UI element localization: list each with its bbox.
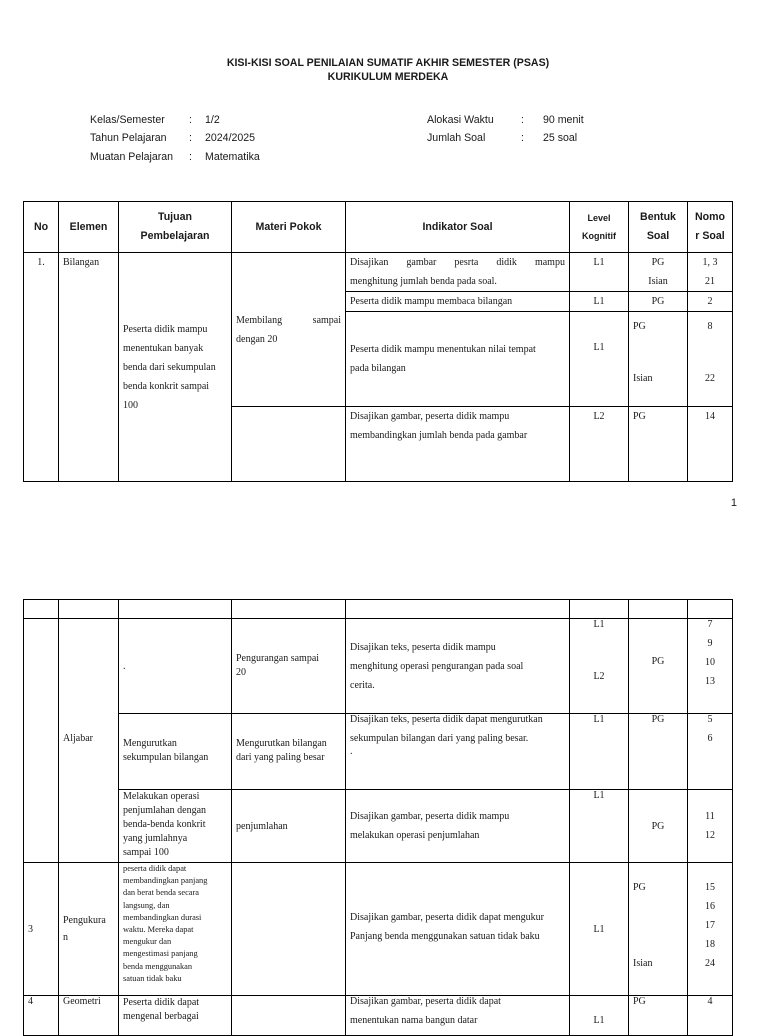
header-line: r Soal — [695, 230, 725, 242]
cell-elemen — [59, 996, 119, 1036]
text-line: Melakukan operasi — [123, 791, 200, 802]
cell-no — [24, 619, 59, 863]
document-subtitle: KURIKULUM MERDEKA — [327, 71, 449, 83]
cell-indikator: Peserta didik mampu membaca bilangan — [346, 292, 570, 312]
cell-materi — [232, 619, 346, 714]
cell-level — [570, 996, 629, 1036]
table-row — [24, 863, 733, 996]
text-line: 18 — [705, 939, 715, 950]
text-line: L2 — [593, 671, 605, 682]
text-line: waktu. Mereka dapat — [123, 925, 194, 935]
cell-materi: penjumlahan — [232, 790, 346, 863]
text-line: benda-benda konkrit — [123, 819, 206, 830]
text-line: 13 — [705, 676, 715, 687]
cell-indikator — [346, 714, 570, 790]
info-label: Kelas/Semester — [90, 114, 165, 126]
cell-indikator — [346, 312, 570, 407]
info-label: Muatan Pelajaran — [90, 151, 174, 163]
cell-tujuan — [119, 996, 232, 1036]
text-line: membandingkan durasi — [123, 912, 202, 922]
cell-indikator — [346, 996, 570, 1036]
text-line: Disajikan gambar, peserta didik mampu — [350, 411, 510, 422]
col-header-bentuk — [629, 202, 688, 253]
col-header-nomor — [688, 202, 733, 253]
cell-elemen: Bilangan — [59, 253, 119, 482]
text-line: Disajikan teks, peserta didik dapat mengurutkan — [350, 714, 543, 725]
cell-bentuk — [629, 253, 688, 292]
text-line: sampai 100 — [123, 847, 169, 858]
table-row — [24, 714, 733, 790]
info-label: Alokasi Waktu — [427, 114, 494, 126]
text-line: PG — [651, 714, 665, 725]
text-line: 6 — [707, 733, 713, 744]
text-line: dari yang paling besar — [236, 752, 325, 763]
text-line: 24 — [705, 958, 715, 969]
cell-indikator — [346, 619, 570, 714]
cell-nomor — [688, 253, 733, 292]
text-line: membandingkan panjang — [123, 876, 208, 886]
cell-nomor: 2 — [688, 292, 733, 312]
text-line: Isian — [633, 958, 653, 969]
text-line: dan berat benda secara — [123, 888, 200, 898]
text-line: L1 — [593, 1015, 605, 1026]
header-line: Bentuk — [640, 211, 676, 223]
table-row — [24, 253, 733, 292]
cell-bentuk — [629, 619, 688, 714]
text-word: gambar — [406, 257, 437, 268]
text-line: pada bilangan — [350, 363, 406, 374]
cell-level — [570, 312, 629, 407]
text-line: menentukan banyak — [123, 342, 204, 354]
cell-materi — [232, 253, 346, 407]
text-line: Isian — [633, 373, 653, 384]
document-title: KISI-KISI SOAL PENILAIAN SUMATIF AKHIR SEMESTER (PSAS) — [226, 57, 550, 69]
cell-empty — [346, 600, 570, 619]
text-line: PG — [651, 655, 665, 667]
text-word: pesrta — [454, 257, 479, 268]
kisi-kisi-table-page2 — [23, 599, 733, 1036]
text-line: PG — [633, 321, 646, 332]
cell-empty — [24, 600, 59, 619]
text-line: mengenal berbagai — [123, 1011, 199, 1022]
text-line: 20 — [236, 667, 246, 678]
header-line: Soal — [646, 230, 670, 242]
text-line: PG — [651, 257, 665, 268]
cell-level — [570, 714, 629, 790]
cell-level — [570, 619, 629, 714]
text-line: 22 — [705, 373, 715, 384]
text-line: Pengukura — [63, 915, 106, 926]
cell-bentuk: PG — [629, 790, 688, 863]
cell-tujuan: . — [119, 619, 232, 714]
col-header-elemen: Elemen — [59, 202, 119, 253]
info-value: 2024/2025 — [205, 132, 256, 144]
text-line: Disajikan teks, peserta didik mampu — [350, 641, 496, 653]
cell-empty — [629, 600, 688, 619]
cell-no: 3 — [24, 863, 59, 996]
cell-empty — [119, 600, 232, 619]
cell-materi — [232, 714, 346, 790]
cell-tujuan — [119, 253, 232, 482]
info-colon: : — [189, 114, 192, 126]
text-line: Isian — [648, 276, 668, 287]
cell-bentuk: PG — [629, 407, 688, 482]
cell-nomor: 14 — [688, 407, 733, 482]
cell-bentuk — [629, 714, 688, 790]
text-line: yang jumlahnya — [123, 833, 188, 844]
text-word: Disajikan — [350, 257, 389, 268]
text-line: 15 — [705, 882, 715, 893]
cell-level: L2 — [570, 407, 629, 482]
text-line: melakukan operasi penjumlahan — [350, 830, 480, 841]
text-line: Disajikan gambar, peserta didik mampu — [350, 811, 510, 822]
text-line: 7 — [707, 619, 713, 630]
cell-tujuan — [119, 863, 232, 996]
cell-elemen — [59, 619, 119, 863]
text-line: 10 — [705, 657, 715, 668]
cell-nomor — [688, 790, 733, 863]
header-line: Pembelajaran — [140, 230, 210, 242]
info-colon: : — [189, 151, 192, 163]
text-word: sampai — [312, 314, 341, 326]
cell-bentuk: PG — [629, 292, 688, 312]
table-row — [24, 619, 733, 714]
cell-level: L1 — [570, 253, 629, 292]
col-header-indikator: Indikator Soal — [346, 202, 570, 253]
text-line: benda menggunakan — [123, 961, 193, 971]
cell-nomor — [688, 312, 733, 407]
cell-bentuk — [629, 312, 688, 407]
text-line: sekumpulan bilangan dari yang paling besar. — [350, 733, 529, 744]
text-line: Peserta didik mampu — [123, 323, 208, 335]
text-line: L1 — [593, 714, 605, 725]
text-line: Peserta didik mampu menentukan nilai tempat — [350, 344, 536, 355]
table-row — [24, 996, 733, 1036]
kisi-kisi-table-page1 — [23, 201, 733, 482]
text-line: 9 — [707, 638, 713, 649]
text-line: peserta didik dapat — [123, 864, 187, 873]
text-line — [236, 311, 341, 330]
text-line: penjumlahan dengan — [123, 805, 207, 816]
info-value: 25 soal — [543, 132, 578, 144]
text-line: langsung, dan — [123, 900, 170, 910]
text-line: . — [350, 746, 353, 757]
text-line: L1 — [593, 619, 605, 630]
cell-indikator — [346, 863, 570, 996]
text-line: menghitung jumlah benda pada soal. — [350, 276, 497, 287]
header-line: Nomo — [694, 211, 725, 223]
cell-no: 1. — [24, 253, 59, 482]
header-line: Kognitif — [582, 231, 616, 241]
page-number: 1 — [730, 497, 737, 509]
info-colon: : — [521, 132, 524, 144]
text-line: 8 — [707, 321, 713, 332]
cell-indikator — [346, 407, 570, 482]
info-value: 1/2 — [205, 114, 220, 126]
col-header-level — [570, 202, 629, 253]
text-line: Geometri — [63, 996, 101, 1007]
text-line: Disajikan gambar, peserta didik dapat — [350, 996, 501, 1007]
cell-empty — [232, 600, 346, 619]
cell-bentuk — [629, 863, 688, 996]
text-line: benda dari sekumpulan — [123, 361, 216, 373]
cell-level: L1 — [570, 863, 629, 996]
text-line: 4 — [28, 996, 33, 1007]
text-line: L1 — [593, 790, 605, 801]
text-line: mengukur dan — [123, 937, 172, 947]
cell-elemen — [59, 863, 119, 996]
text-line: menghitung operasi pengurangan pada soal — [350, 660, 524, 672]
col-header-materi: Materi Pokok — [232, 202, 346, 253]
info-label: Tahun Pelajaran — [90, 132, 167, 144]
info-label: Jumlah Soal — [427, 132, 486, 144]
cell-level — [570, 790, 629, 863]
text-line: 11 — [705, 811, 715, 822]
cell-materi-empty — [232, 407, 346, 482]
text-line — [350, 253, 565, 272]
text-line: mengestimasi panjang — [123, 949, 198, 959]
text-line: Peserta didik dapat — [123, 997, 200, 1008]
text-line: Mengurutkan bilangan — [236, 738, 327, 749]
text-line: sekumpulan bilangan — [123, 752, 209, 763]
cell-level: L1 — [570, 292, 629, 312]
text-line: 12 — [705, 830, 715, 841]
info-value: 90 menit — [543, 114, 584, 126]
table-row — [24, 790, 733, 863]
info-colon: : — [521, 114, 524, 126]
cell-indikator — [346, 253, 570, 292]
text-line: L1 — [593, 342, 605, 353]
info-value: Matematika — [205, 151, 260, 163]
text-line: Disajikan gambar, peserta didik dapat mengukur — [350, 912, 544, 923]
text-line: Panjang benda menggunakan satuan tidak baku — [350, 931, 540, 942]
header-line: Level — [587, 213, 611, 223]
cell-empty — [59, 600, 119, 619]
text-line: PG — [633, 882, 646, 893]
info-colon: : — [189, 132, 192, 144]
text-line: 1, 3 — [702, 257, 718, 268]
text-line: 4 — [707, 996, 713, 1007]
col-header-tujuan — [119, 202, 232, 253]
text-line: cerita. — [350, 679, 375, 691]
col-header-no: No — [24, 202, 59, 253]
text-line: menentukan nama bangun datar — [350, 1015, 478, 1026]
text-line: 17 — [705, 920, 715, 931]
cell-tujuan — [119, 714, 232, 790]
cell-materi-empty — [232, 863, 346, 996]
table-header-row — [24, 202, 733, 253]
text-line: 16 — [705, 901, 715, 912]
text-word: didik — [496, 257, 517, 268]
header-line: Tujuan — [158, 211, 192, 223]
cell-no — [24, 996, 59, 1036]
text-line: Mengurutkan — [123, 738, 177, 749]
text-line: n — [63, 932, 68, 943]
text-line: 5 — [707, 714, 713, 725]
text-line: membandingkan jumlah benda pada gambar — [350, 430, 528, 441]
cell-bentuk — [629, 996, 688, 1036]
text-word: Membilang — [236, 314, 283, 326]
text-line: dengan 20 — [236, 333, 278, 345]
cell-indikator — [346, 790, 570, 863]
cell-materi-empty — [232, 996, 346, 1036]
text-line: Pengurangan sampai — [236, 653, 320, 664]
text-line: satuan tidak baku — [123, 973, 182, 983]
cell-tujuan — [119, 790, 232, 863]
cell-nomor — [688, 714, 733, 790]
text-line: benda konkrit sampai — [123, 380, 210, 392]
text-line: 100 — [123, 399, 138, 411]
cell-nomor — [688, 619, 733, 714]
text-line: PG — [633, 996, 646, 1007]
cell-nomor — [688, 863, 733, 996]
text-word: mampu — [534, 257, 565, 268]
text-line: Aljabar — [63, 733, 93, 744]
text-line: 21 — [705, 276, 715, 287]
cell-nomor — [688, 996, 733, 1036]
